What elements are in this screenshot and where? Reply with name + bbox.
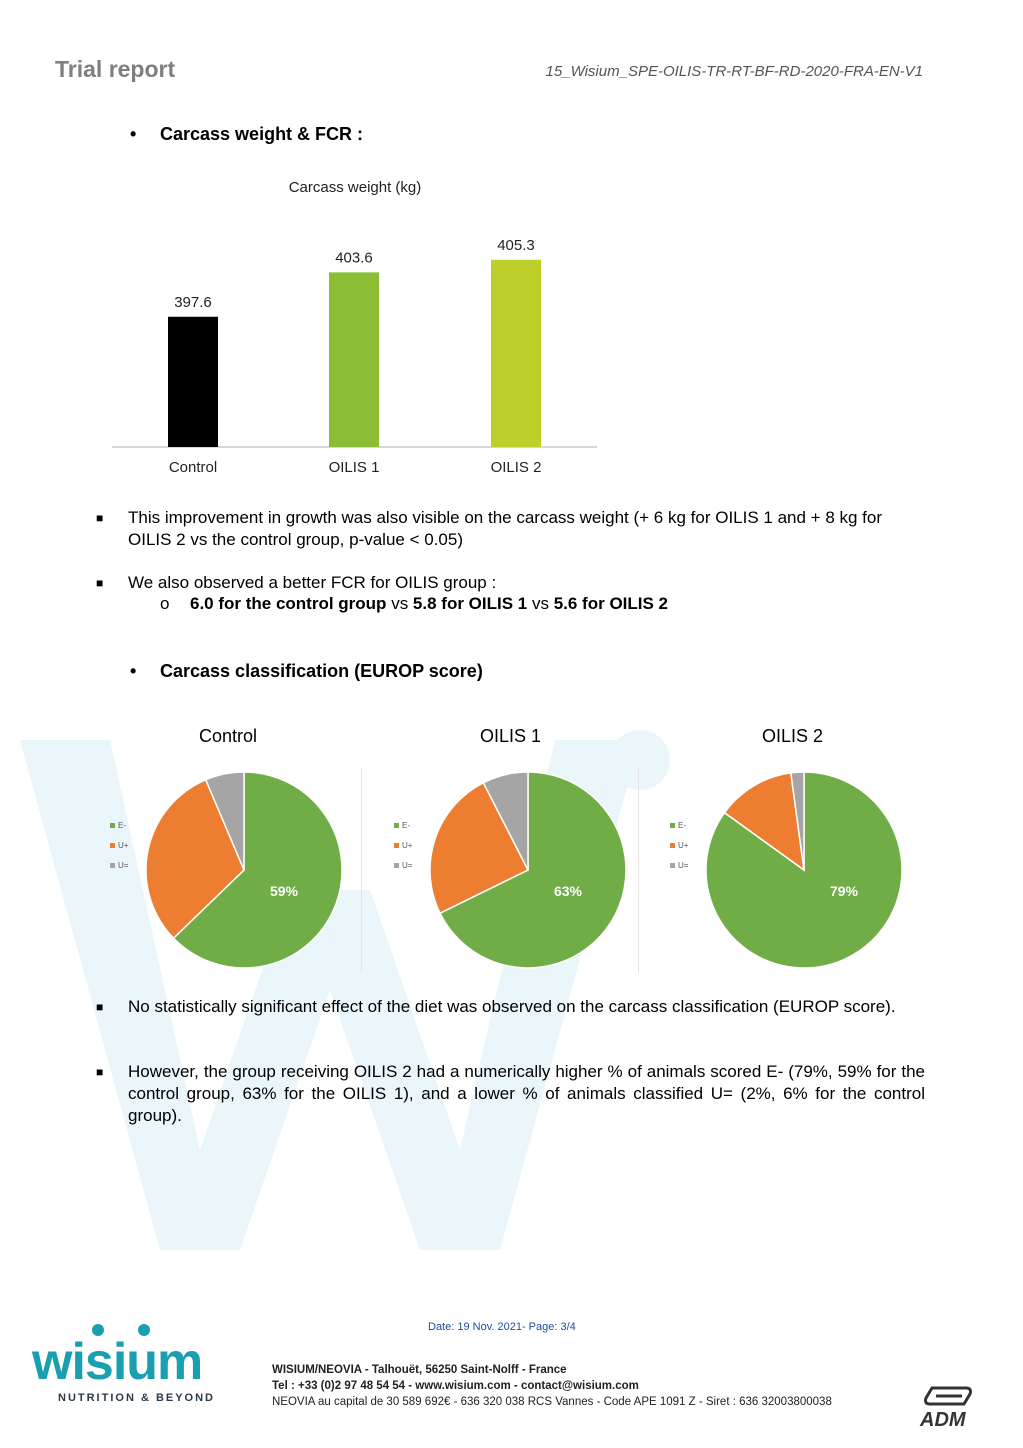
- sub-bullet-circle: o: [160, 594, 170, 613]
- pie-title-control: Control: [199, 726, 258, 746]
- bullet-text: This improvement in growth was also visible on the carcass weight (+ 6 kg for OILIS 1 and + 8 kg for OILIS 2 vs the control group, p-value < 0.05): [128, 508, 883, 549]
- adm-logo-graphic: [918, 1386, 978, 1428]
- brand-tagline: NUTRITION & BEYOND: [58, 1392, 215, 1404]
- section-heading-carcass-classification: [130, 661, 483, 682]
- bullet-text: However, the group receiving OILIS 2 had a numerically higher % of animals scored E- (79%, 59% for the control group, 63% for the OILIS 1), and a lower % of animals classified U= (2%, 6% for the control group).: [128, 1062, 925, 1125]
- legend-item-e-minus: E-: [670, 816, 688, 836]
- carcass-weight-bar-chart: [105, 170, 605, 490]
- bar-value-label: 397.6: [174, 293, 212, 311]
- pie-divider: [361, 768, 362, 973]
- section-heading-text: Carcass weight & FCR :: [160, 124, 364, 144]
- legend-item-u-equal: U=: [110, 856, 128, 876]
- pie-title-oilis2: OILIS 2: [762, 726, 824, 746]
- vs-text: vs: [531, 594, 549, 613]
- pie-chart-oilis1: [424, 760, 634, 975]
- x-tick-label: OILIS 1: [328, 459, 380, 476]
- footer-address: [272, 1362, 832, 1410]
- wisium-logo: [32, 1322, 252, 1410]
- address-line: WISIUM/NEOVIA - Talhouët, 56250 Saint-Nolff - France: [272, 1364, 567, 1376]
- adm-logo: [918, 1386, 978, 1426]
- legend-item-e-minus: E-: [394, 816, 412, 836]
- legend-oilis2: [670, 816, 688, 876]
- pie-chart-control: [140, 760, 350, 975]
- bar-oilis-2: [491, 260, 541, 447]
- pie-data-label: 59%: [269, 883, 299, 899]
- bar-value-label: 403.6: [335, 249, 373, 267]
- bullet-square: ■: [96, 576, 104, 590]
- legend-item-u-equal: U=: [394, 856, 412, 876]
- legend-oilis1: [394, 816, 412, 876]
- bullet-dot: •: [130, 661, 137, 681]
- fcr-oilis1: 5.8 for OILIS 1: [412, 594, 528, 613]
- legend-item-u-plus: U+: [110, 836, 128, 856]
- bullet-square: ■: [96, 511, 104, 525]
- legend-item-u-plus: U+: [670, 836, 688, 856]
- fcr-comparison: [160, 594, 669, 614]
- chart-title: Carcass weight (kg): [288, 179, 422, 196]
- footer-date: Date: 19 Nov. 2021- Page: 3/4: [428, 1321, 576, 1333]
- adm-wordmark: ADM: [920, 1409, 966, 1428]
- wisium-wordmark: wisium: [32, 1333, 203, 1391]
- bullet-square: ■: [96, 1000, 104, 1014]
- bullet-fcr: [96, 572, 918, 594]
- bullet-text: We also observed a better FCR for OILIS group :: [128, 573, 497, 592]
- legend-item-u-equal: U=: [670, 856, 688, 876]
- bullet-square: ■: [96, 1065, 104, 1079]
- pie-data-label: 79%: [829, 883, 859, 899]
- legend-item-e-minus: E-: [110, 816, 128, 836]
- legend-item-u-plus: U+: [394, 836, 412, 856]
- bullet-oilis2-higher: [96, 1061, 925, 1127]
- document-reference: 15_Wisium_SPE-OILIS-TR-RT-BF-RD-2020-FRA-EN-V1: [545, 63, 923, 80]
- pie-chart-oilis2: [700, 760, 910, 975]
- page-title: Trial report: [55, 56, 176, 82]
- fcr-oilis2: 5.6 for OILIS 2: [553, 594, 669, 613]
- legal-line: NEOVIA au capital de 30 589 692€ - 636 320 038 RCS Vannes - Code APE 1091 Z - Siret : 636 32003800038: [272, 1396, 832, 1408]
- contact-line: Tel : +33 (0)2 97 48 54 54 - www.wisium.com - contact@wisium.com: [272, 1380, 639, 1392]
- legend-control: [110, 816, 128, 876]
- bullet-no-significant-effect: [96, 996, 925, 1018]
- pie-divider: [638, 768, 639, 973]
- section-heading-text: Carcass classification (EUROP score): [160, 661, 483, 681]
- pie-data-label: 63%: [553, 883, 583, 899]
- bullet-text: No statistically significant effect of the diet was observed on the carcass classification (EUROP score).: [128, 997, 896, 1016]
- bullet-carcass-improvement: [96, 507, 918, 551]
- x-tick-label: Control: [168, 459, 218, 476]
- bar-value-label: 405.3: [497, 236, 535, 254]
- pie-title-oilis1: OILIS 1: [480, 726, 542, 746]
- vs-text: vs: [391, 594, 409, 613]
- fcr-control: 6.0 for the control group: [190, 594, 387, 613]
- bar-control: [168, 317, 218, 447]
- section-heading-carcass-weight: [130, 124, 364, 145]
- bar-oilis-1: [329, 272, 379, 447]
- x-tick-label: OILIS 2: [490, 459, 542, 476]
- bullet-dot: •: [130, 124, 137, 144]
